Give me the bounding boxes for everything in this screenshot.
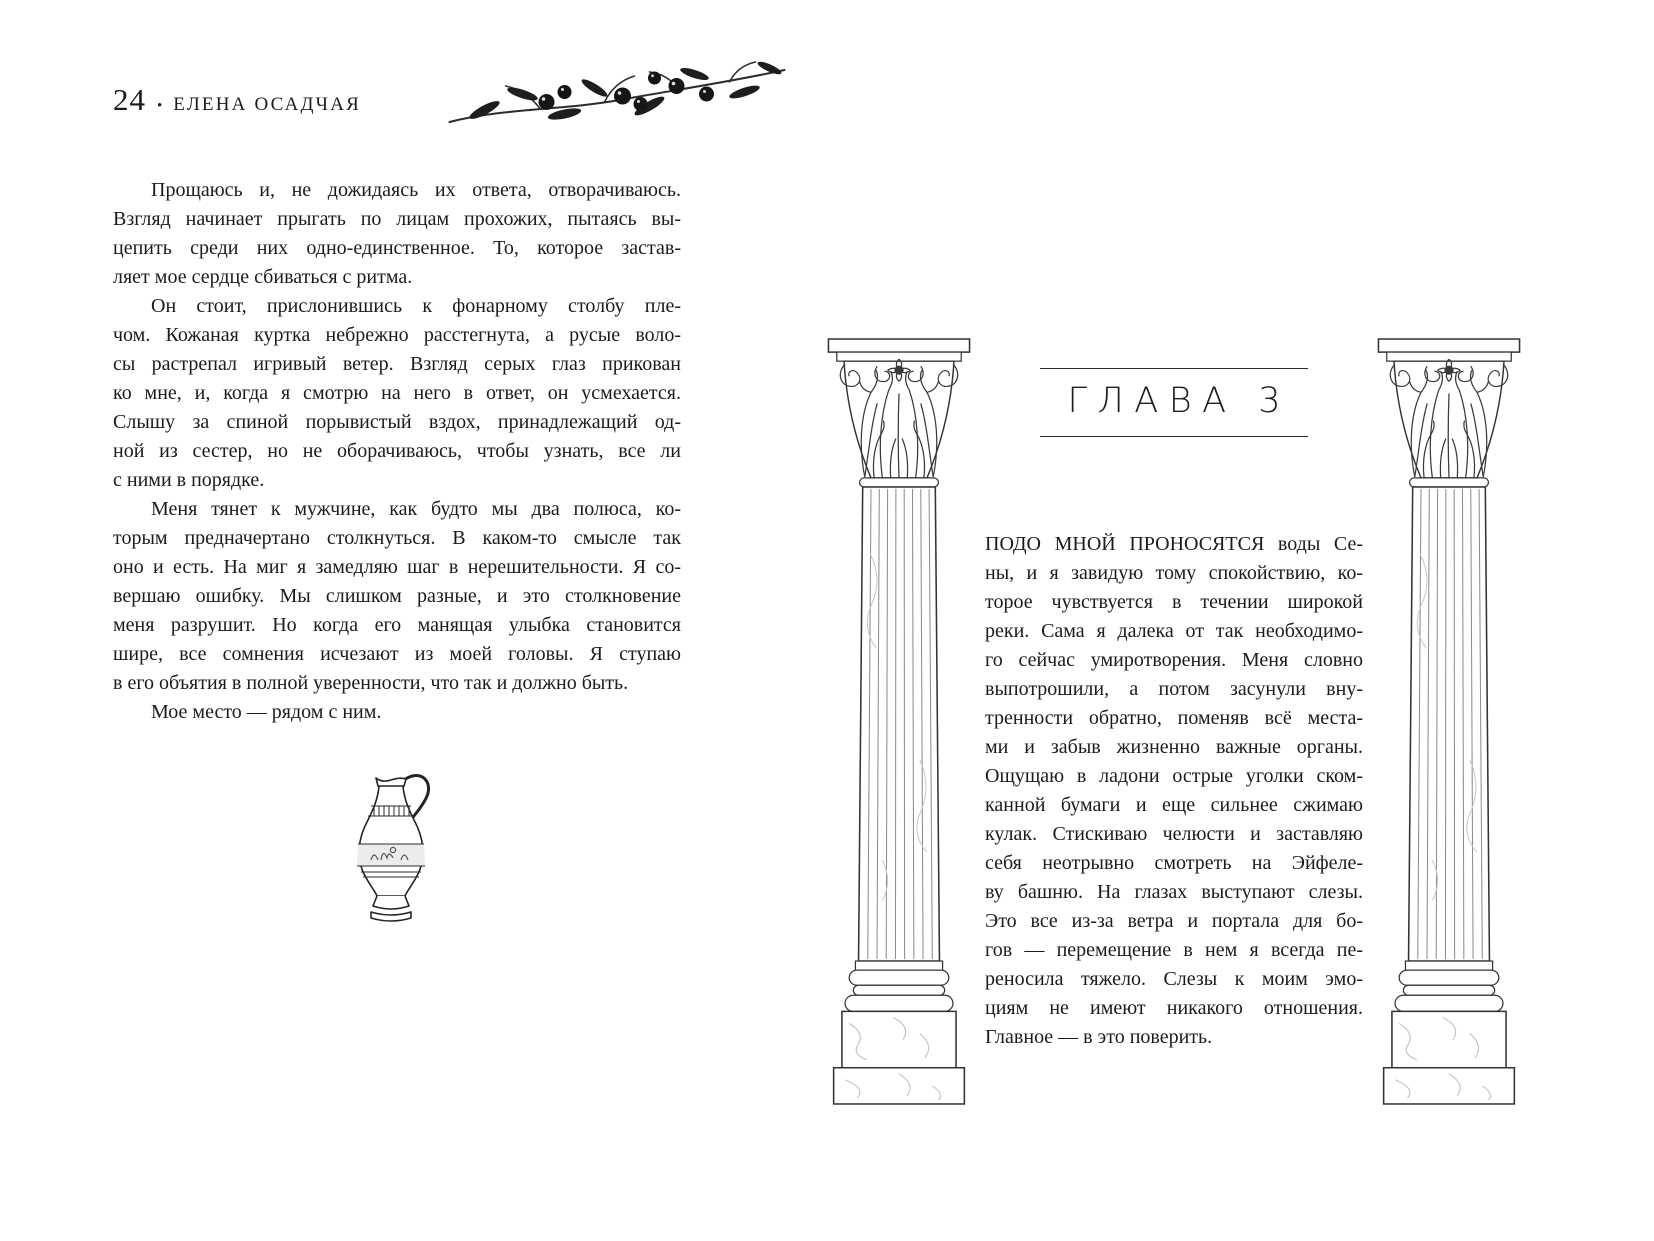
- text-line: ву башню. На глазах выступают слезы.: [985, 881, 1363, 903]
- corinthian-column-left-icon: [816, 337, 982, 1107]
- corinthian-column-right-icon: [1366, 337, 1532, 1107]
- text-line: ми и забыв жизненно важные органы.: [985, 736, 1363, 758]
- text-line: ной из сестер, но не оборачиваюсь, чтобы узнать, все ли: [113, 440, 681, 462]
- text-line: тренности обратно, поменяв всё места-: [985, 707, 1363, 729]
- text-line: чом. Кожаная куртка небрежно расстегнута, а русые воло-: [113, 324, 681, 346]
- text-line: циям не имеют никакого отношения.: [985, 997, 1363, 1019]
- greek-jug-icon: [341, 763, 441, 925]
- text-line: шире, все сомнения исчезают из моей головы. Я ступаю: [113, 643, 681, 665]
- running-header-author: ЕЛЕНА ОСАДЧАЯ: [173, 94, 362, 115]
- text-line: Главное — в это поверить.: [985, 1026, 1213, 1048]
- olive-branch-icon: [443, 48, 791, 143]
- text-line: ПОДО МНОЙ ПРОНОСЯТСЯ воды Се-: [985, 533, 1363, 555]
- text-line: Меня тянет к мужчине, как будто мы два полюса, ко-: [151, 498, 681, 520]
- page-number: 24: [113, 82, 146, 117]
- text-line: канной бумаги и еще сильнее сжимаю: [985, 794, 1363, 816]
- text-line: Он стоит, прислонившись к фонарному столбу пле-: [151, 295, 681, 317]
- text-line: с ними в порядке.: [113, 469, 265, 491]
- page-header: [113, 82, 361, 118]
- text-line: реносила тяжело. Слезы к моим эмо-: [985, 968, 1363, 990]
- text-line: го сейчас умиротворения. Меня словно: [985, 649, 1363, 671]
- paragraph: [113, 495, 681, 698]
- text-line: торым предначертано столкнуться. В каком-то смысле так: [113, 527, 681, 549]
- text-line: торое чувствуется в течении широкой: [985, 591, 1363, 613]
- header-separator: •: [157, 98, 163, 114]
- text-line: Слышу за спиной порывистый вздох, принадлежащий од-: [113, 411, 681, 433]
- text-line: вершаю ошибку. Мы слишком разные, и это столкновение: [113, 585, 681, 607]
- text-line: ны, и я завидую тому спокойствию, ко-: [985, 562, 1363, 584]
- chapter-rule-bottom: [1040, 436, 1308, 437]
- text-line: себя неотрывно смотреть на Эйфеле-: [985, 852, 1363, 874]
- text-line: цепить среди них одно-единственное. То, которое застав-: [113, 237, 681, 259]
- text-line: ляет мое сердце сбиваться с ритма.: [113, 266, 413, 288]
- paragraph: [113, 176, 681, 292]
- text-line: меня разрушит. Но когда его манящая улыбка становится: [113, 614, 681, 636]
- right-page-text-block: [985, 530, 1363, 1052]
- paragraph: [113, 292, 681, 495]
- paragraph: [113, 698, 681, 727]
- paragraph: [985, 530, 1363, 1052]
- text-line: оно и есть. На миг я замедляю шаг в нерешительности. Я со-: [113, 556, 681, 578]
- text-line: Мое место — рядом с ним.: [151, 701, 382, 723]
- chapter-heading: [1040, 368, 1308, 437]
- text-line: гов — перемещение в нем я всегда пе-: [985, 939, 1363, 961]
- text-line: Прощаюсь и, не дожидаясь их ответа, отворачиваюсь.: [151, 179, 681, 201]
- text-line: реки. Сама я далека от так необходимо-: [985, 620, 1363, 642]
- text-line: Ощущаю в ладони острые уголки ском-: [985, 765, 1363, 787]
- text-line: выпотрошили, а потом засунули вну-: [985, 678, 1363, 700]
- chapter-title: ГЛАВА 3: [1067, 381, 1291, 421]
- text-line: Взгляд начинает прыгать по лицам прохожих, пытаясь вы-: [113, 208, 681, 230]
- text-line: в его объятия в полной уверенности, что так и должно быть.: [113, 672, 629, 694]
- text-line: кулак. Стискиваю челюсти и заставляю: [985, 823, 1363, 845]
- text-line: Это все из-за ветра и портала для бо-: [985, 910, 1363, 932]
- left-page-text-block: [113, 176, 681, 727]
- text-line: ко мне, и, когда я смотрю на него в ответ, он усмехается.: [113, 382, 681, 404]
- text-line: сы растрепал игривый ветер. Взгляд серых глаз прикован: [113, 353, 681, 375]
